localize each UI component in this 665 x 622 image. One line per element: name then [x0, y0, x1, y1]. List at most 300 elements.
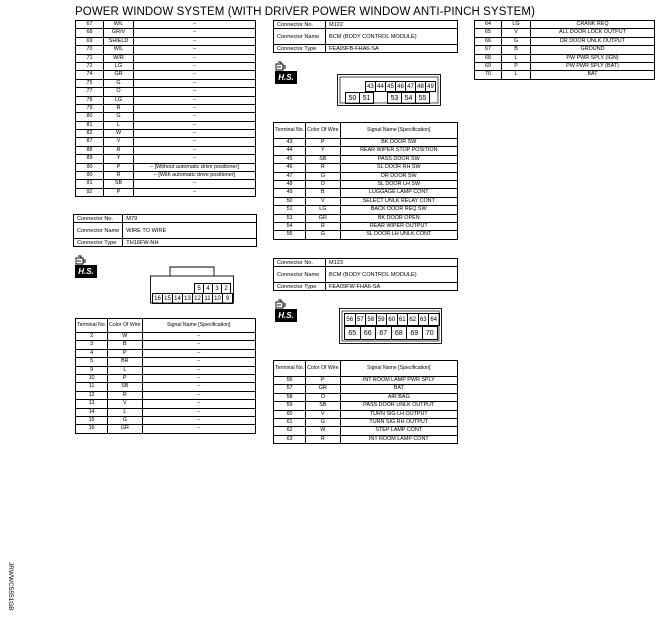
color-cell: L: [502, 71, 531, 79]
m79-connector-name: WIRE TO WIRE: [123, 223, 257, 239]
table-row: [76, 416, 256, 424]
m122-hs-symbol: [275, 60, 297, 86]
terminal-cell: 58: [274, 393, 306, 401]
table-row: [76, 383, 256, 391]
table-row: [274, 435, 458, 443]
signal-cell: SL DOOR RH SW: [340, 164, 457, 172]
terminal-cell: 88: [76, 146, 104, 154]
terminal-cell: 12: [76, 391, 108, 399]
terminal-cell: 66: [475, 37, 502, 45]
terminal-cell: 82: [76, 130, 104, 138]
signal-cell: SL DOOR LH SW: [340, 180, 457, 188]
table-row: [76, 79, 256, 87]
table-row: [76, 71, 256, 79]
m79-connector-face: [150, 266, 234, 304]
connector-pin: 53: [387, 92, 402, 104]
terminal-cell: 89: [76, 155, 104, 163]
color-header: Color Of Wire: [306, 123, 340, 139]
color-cell: BR: [108, 358, 142, 366]
terminal-cell: 45: [274, 155, 306, 163]
terminal-cell: 90: [76, 163, 104, 171]
table-row: [76, 21, 256, 29]
signal-cell: –: [134, 138, 256, 146]
table-row: [76, 138, 256, 146]
color-cell: B: [108, 341, 142, 349]
signal-cell: STEP LAMP CONT: [340, 427, 457, 435]
table-row: [274, 172, 458, 180]
terminal-cell: 13: [76, 400, 108, 408]
signal-cell: DR DOOR UNLK OUTPUT: [531, 37, 655, 45]
color-cell: V: [306, 410, 340, 418]
color-cell: LG: [104, 62, 134, 70]
m79-connector-type: TH16FW-NH: [123, 239, 257, 247]
table-row: [475, 21, 655, 29]
color-cell: SB: [306, 402, 340, 410]
drawing-code: JRWWC5551GB: [7, 562, 14, 611]
color-cell: R: [104, 104, 134, 112]
terminal-cell: 44: [274, 147, 306, 155]
terminal-cell: 70: [76, 46, 104, 54]
signal-cell: –: [134, 71, 256, 79]
table-row: [76, 172, 256, 180]
color-cell: G: [306, 418, 340, 426]
signal-cell: BK DOOR OPEN: [340, 214, 457, 222]
m122-connector-face: [337, 74, 441, 106]
color-cell: L: [108, 366, 142, 374]
connector-name-label: Connector Name: [274, 267, 326, 283]
table-row: [76, 96, 256, 104]
table-row: [274, 385, 458, 393]
color-cell: W: [306, 427, 340, 435]
terminal-cell: 92: [76, 188, 104, 196]
terminal-cell: 64: [475, 21, 502, 29]
connector-pin: 10: [212, 293, 223, 304]
signal-header: Signal Name [Specification]: [340, 361, 457, 377]
table-row: [475, 46, 655, 54]
color-cell: LG: [104, 96, 134, 104]
color-cell: O: [306, 393, 340, 401]
m123-connector-no: M123: [326, 259, 458, 267]
terminal-cell: 57: [274, 385, 306, 393]
signal-cell: –: [134, 121, 256, 129]
connector-pin: 67: [375, 326, 392, 340]
signal-cell: TURN SIG RH OUTPUT: [340, 418, 457, 426]
connector-pin: 56: [344, 313, 356, 326]
terminal-cell: 16: [76, 425, 108, 433]
table-row: [475, 37, 655, 45]
connector-pin: 15: [162, 293, 173, 304]
color-cell: P: [108, 349, 142, 357]
color-cell: V: [502, 29, 531, 37]
terminal-cell: 51: [274, 206, 306, 214]
table-row: [76, 374, 256, 382]
table-row: [274, 197, 458, 205]
connector-no-label: Connector No.: [274, 21, 326, 29]
signal-cell: DR DOOR SW: [340, 172, 457, 180]
connector-pin: 66: [360, 326, 377, 340]
table-row: [76, 146, 256, 154]
color-cell: W/L: [104, 21, 134, 29]
terminal-cell: 60: [274, 410, 306, 418]
m122-connector-info: [273, 20, 458, 53]
color-cell: W: [108, 333, 142, 341]
color-cell: P: [502, 62, 531, 70]
color-cell: GR: [306, 214, 340, 222]
connector-pin: 50: [345, 92, 360, 104]
color-cell: SB: [306, 155, 340, 163]
color-cell: P: [306, 139, 340, 147]
terminal-cell: 48: [274, 180, 306, 188]
color-cell: B: [502, 46, 531, 54]
terminal-cell: 47: [274, 172, 306, 180]
table-row: [274, 189, 458, 197]
signal-cell: LUGGAGE LAMP CONT: [340, 189, 457, 197]
connector-pin: 12: [192, 293, 203, 304]
terminal-cell: 68: [76, 29, 104, 37]
color-cell: P: [104, 188, 134, 196]
color-cell: LG: [502, 21, 531, 29]
color-cell: LG: [306, 206, 340, 214]
m122-terminal-table: [273, 122, 458, 240]
color-cell: W: [104, 130, 134, 138]
connector-pin: 46: [395, 81, 406, 92]
terminal-cell: 77: [76, 88, 104, 96]
signal-cell: PASS DOOR SW: [340, 155, 457, 163]
terminal-cell: 63: [274, 435, 306, 443]
terminal-cell: 81: [76, 121, 104, 129]
connector-pin: [373, 92, 386, 102]
terminal-cell: 5: [76, 358, 108, 366]
color-cell: V: [108, 400, 142, 408]
table-row: [76, 358, 256, 366]
signal-cell: –: [142, 408, 255, 416]
table-row: [76, 349, 256, 357]
signal-cell: –: [134, 96, 256, 104]
connector-name-label: Connector Name: [274, 29, 326, 45]
signal-cell: –: [142, 358, 255, 366]
signal-cell: –: [134, 46, 256, 54]
color-cell: L: [108, 408, 142, 416]
table-row: [76, 366, 256, 374]
table-row: [274, 418, 458, 426]
signal-cell: –: [134, 188, 256, 196]
color-cell: G: [306, 172, 340, 180]
table-row: [475, 71, 655, 79]
connector-pin: 48: [415, 81, 426, 92]
connector-pin: 13: [182, 293, 193, 304]
table-row: [475, 62, 655, 70]
color-cell: GR: [104, 71, 134, 79]
table-row: [274, 231, 458, 239]
hs-label: H.S.: [275, 71, 297, 84]
table-row: [274, 410, 458, 418]
signal-cell: – [With automatic drive positioner]: [134, 172, 256, 180]
table-row: [76, 408, 256, 416]
terminal-cell: 15: [76, 416, 108, 424]
top-left-terminal-table: [75, 20, 256, 197]
m123-terminal-table: [273, 360, 458, 444]
color-cell: R: [306, 222, 340, 230]
terminal-cell: 75: [76, 79, 104, 87]
table-row: [76, 425, 256, 433]
table-row: [76, 121, 256, 129]
signal-cell: BK DOOR SW: [340, 139, 457, 147]
terminal-cell: 62: [274, 427, 306, 435]
signal-cell: –: [134, 104, 256, 112]
terminal-cell: 9: [76, 366, 108, 374]
m122-connector-type: FEA09FB-FHA6-SA: [326, 45, 458, 53]
color-cell: R: [104, 146, 134, 154]
terminal-cell: 53: [274, 214, 306, 222]
terminal-cell: 78: [76, 96, 104, 104]
table-row: [76, 104, 256, 112]
color-cell: GR: [306, 385, 340, 393]
terminal-cell: 68: [475, 54, 502, 62]
hs-label: H.S.: [75, 265, 97, 278]
signal-cell: BAT: [340, 385, 457, 393]
connector-pin: 43: [365, 81, 376, 92]
m79-connector-info: [73, 214, 257, 247]
connector-pin: 61: [397, 313, 409, 326]
table-row: [76, 155, 256, 163]
connector-name-label: Connector Name: [74, 223, 123, 239]
signal-header: Signal Name [Specification]: [340, 123, 457, 139]
connector-pin: 60: [386, 313, 398, 326]
terminal-header: Terminal No.: [274, 123, 306, 139]
color-cell: G: [502, 37, 531, 45]
m79-terminal-table: [75, 318, 256, 434]
connector-pin: 65: [344, 326, 361, 340]
terminal-cell: 79: [76, 104, 104, 112]
table-row: [76, 54, 256, 62]
terminal-cell: 67: [475, 46, 502, 54]
color-cell: GR/V: [104, 29, 134, 37]
color-cell: G: [306, 231, 340, 239]
table-row: [76, 29, 256, 37]
table-row: [475, 29, 655, 37]
connector-pin: 49: [425, 81, 436, 92]
color-cell: W/R: [104, 54, 134, 62]
terminal-cell: 11: [76, 383, 108, 391]
color-cell: W/L: [104, 46, 134, 54]
signal-cell: –: [134, 62, 256, 70]
color-cell: Y: [104, 155, 134, 163]
terminal-cell: 14: [76, 408, 108, 416]
signal-cell: –: [134, 29, 256, 37]
color-cell: G: [104, 113, 134, 121]
connector-pin: 5: [194, 283, 204, 294]
terminal-cell: 71: [76, 54, 104, 62]
terminal-cell: 69: [76, 37, 104, 45]
connector-pin: 45: [385, 81, 396, 92]
color-cell: P: [104, 163, 134, 171]
color-cell: G: [108, 416, 142, 424]
terminal-cell: 50: [274, 197, 306, 205]
connector-pin: 2: [221, 283, 231, 294]
terminal-cell: 54: [274, 222, 306, 230]
terminal-cell: 87: [76, 138, 104, 146]
table-row: [274, 164, 458, 172]
signal-cell: – [Without automatic drive positioner]: [134, 163, 256, 171]
signal-cell: –: [134, 155, 256, 163]
color-cell: R: [306, 435, 340, 443]
table-row: [274, 139, 458, 147]
table-row: [274, 402, 458, 410]
terminal-cell: 4: [76, 349, 108, 357]
table-row: [76, 391, 256, 399]
connector-pin: 70: [422, 326, 439, 340]
color-cell: SB: [104, 180, 134, 188]
signal-cell: REAR WIPER OUTPUT: [340, 222, 457, 230]
signal-cell: –: [134, 79, 256, 87]
table-row: [76, 37, 256, 45]
signal-cell: ALL DOOR LOCK OUTPUT: [531, 29, 655, 37]
m122-connector-name: BCM (BODY CONTROL MODULE): [326, 29, 458, 45]
signal-cell: SELECT UNLK RELAY CONT: [340, 197, 457, 205]
color-cell: P: [306, 377, 340, 385]
color-cell: SHIELD: [104, 37, 134, 45]
signal-cell: –: [134, 130, 256, 138]
terminal-cell: 59: [274, 402, 306, 410]
top-right-terminal-table: [474, 20, 655, 80]
color-cell: L: [502, 54, 531, 62]
m122-connector-no: M122: [326, 21, 458, 29]
signal-cell: REAR WIPER STOP POSITION: [340, 147, 457, 155]
signal-header: Signal Name [Specification]: [142, 319, 255, 333]
terminal-cell: 61: [274, 418, 306, 426]
connector-no-label: Connector No.: [274, 259, 326, 267]
connector-pin: 59: [376, 313, 388, 326]
signal-cell: –: [142, 374, 255, 382]
connector-pin: 3: [212, 283, 222, 294]
signal-cell: CRANK REQ: [531, 21, 655, 29]
color-cell: V: [104, 138, 134, 146]
signal-cell: –: [134, 88, 256, 96]
table-row: [274, 427, 458, 435]
terminal-header: Terminal No.: [274, 361, 306, 377]
table-row: [274, 214, 458, 222]
m123-connector-info: [273, 258, 458, 291]
color-cell: G: [104, 79, 134, 87]
hs-label: H.S.: [275, 309, 297, 322]
table-row: [76, 180, 256, 188]
color-cell: Y: [306, 147, 340, 155]
color-header: Color Of Wire: [306, 361, 340, 377]
color-cell: V: [306, 197, 340, 205]
connector-pin: 54: [401, 92, 416, 104]
m79-connector-no: M79: [123, 215, 257, 223]
signal-cell: –: [134, 37, 256, 45]
table-row: [76, 62, 256, 70]
table-row: [76, 46, 256, 54]
table-row: [274, 393, 458, 401]
signal-cell: BAT: [531, 71, 655, 79]
color-cell: L: [104, 121, 134, 129]
connector-type-label: Connector Type: [74, 239, 123, 247]
color-cell: R: [108, 391, 142, 399]
table-row: [274, 206, 458, 214]
signal-cell: –: [134, 113, 256, 121]
m79-hs-symbol: [75, 254, 97, 280]
color-cell: P: [108, 374, 142, 382]
m123-connector-name: BCM (BODY CONTROL MODULE): [326, 267, 458, 283]
color-cell: O: [306, 180, 340, 188]
terminal-cell: 74: [76, 71, 104, 79]
connector-pin: 64: [428, 313, 440, 326]
connector-no-label: Connector No.: [74, 215, 123, 223]
m123-connector-face: [339, 308, 442, 344]
connector-pin: 69: [406, 326, 423, 340]
connector-pin: 9: [222, 293, 233, 304]
connector-pin: 62: [407, 313, 419, 326]
terminal-cell: 3: [76, 341, 108, 349]
terminal-cell: 56: [274, 377, 306, 385]
table-row: [274, 155, 458, 163]
signal-cell: –: [142, 391, 255, 399]
signal-cell: BACK DOOR REQ SW: [340, 206, 457, 214]
table-row: [76, 130, 256, 138]
signal-cell: PW PWR SPLY (IGN): [531, 54, 655, 62]
terminal-cell: 70: [475, 71, 502, 79]
signal-cell: –: [134, 21, 256, 29]
terminal-cell: 43: [274, 139, 306, 147]
connector-pin: 63: [418, 313, 430, 326]
signal-cell: PW PWR SPLY (BAT): [531, 62, 655, 70]
terminal-cell: 91: [76, 180, 104, 188]
connector-pin: 11: [202, 293, 213, 304]
signal-cell: –: [142, 400, 255, 408]
connector-pin: 57: [355, 313, 367, 326]
signal-cell: –: [142, 383, 255, 391]
connector-pin: 4: [203, 283, 213, 294]
signal-cell: –: [134, 180, 256, 188]
signal-cell: SL DOOR LH UNLK CONT: [340, 231, 457, 239]
connector-pin: 58: [365, 313, 377, 326]
table-row: [76, 113, 256, 121]
color-cell: B: [306, 189, 340, 197]
connector-pin: 55: [415, 92, 430, 104]
terminal-cell: 80: [76, 113, 104, 121]
terminal-cell: 90: [76, 172, 104, 180]
signal-cell: –: [142, 366, 255, 374]
connector-type-label: Connector Type: [274, 45, 326, 53]
table-row: [475, 54, 655, 62]
m123-connector-type: FEA09FW-FHA6-SA: [326, 283, 458, 291]
connector-pin: 44: [375, 81, 386, 92]
table-row: [76, 188, 256, 196]
terminal-cell: 67: [76, 21, 104, 29]
color-cell: R: [306, 164, 340, 172]
table-row: [274, 222, 458, 230]
signal-cell: INT ROOM LAMP PWR SPLY: [340, 377, 457, 385]
signal-cell: –: [134, 146, 256, 154]
signal-cell: INT ROOM LAMP CONT: [340, 435, 457, 443]
terminal-cell: 55: [274, 231, 306, 239]
table-row: [76, 341, 256, 349]
color-cell: O: [104, 88, 134, 96]
terminal-cell: 2: [76, 333, 108, 341]
table-row: [274, 377, 458, 385]
signal-cell: –: [142, 349, 255, 357]
terminal-cell: 69: [475, 62, 502, 70]
terminal-cell: 10: [76, 374, 108, 382]
signal-cell: –: [142, 425, 255, 433]
color-header: Color Of Wire: [108, 319, 142, 333]
signal-cell: AIR BAG: [340, 393, 457, 401]
signal-cell: –: [142, 416, 255, 424]
connector-type-label: Connector Type: [274, 283, 326, 291]
connector-pin: 68: [391, 326, 408, 340]
